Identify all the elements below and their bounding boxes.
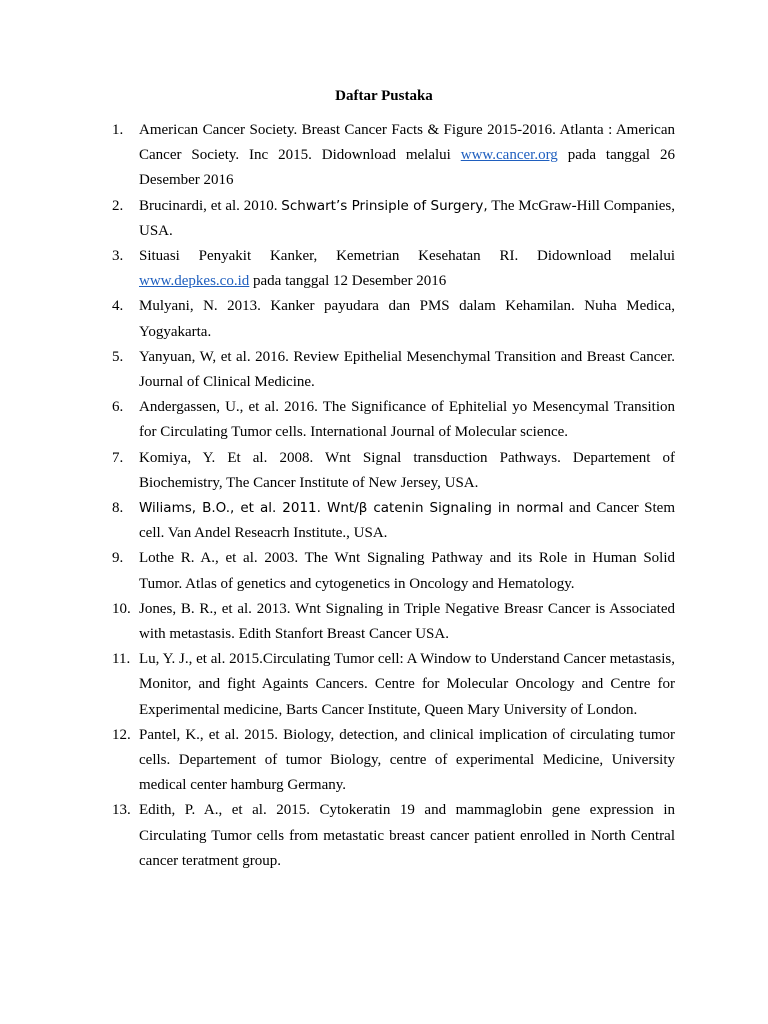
reference-text: Edith, P. A., et al. 2015. Cytokeratin 19 and mammaglobin gene expression in Circulating Tumor cells from metastatic breast cancer patient enrolled in North Central cancer teratment group. xyxy=(139,802,675,869)
reference-link-depkes[interactable]: www.depkes.co.id xyxy=(139,273,250,290)
reference-number: 4. xyxy=(112,298,124,315)
reference-item-10 xyxy=(112,597,675,647)
reference-text: American Cancer Society. Breast Cancer Facts & Figure 2015-2016. Atlanta : American Cancer Society. Inc 2015. Didownload melalui xyxy=(139,122,675,164)
reference-text: Situasi Penyakit Kanker, Kemetrian Kesehatan RI. Didownload melalui xyxy=(139,248,675,265)
reference-number: 11. xyxy=(112,651,131,668)
reference-item-1 xyxy=(112,118,675,194)
reference-item-11 xyxy=(112,647,675,723)
reference-item-6 xyxy=(112,395,675,445)
reference-list xyxy=(112,118,675,874)
reference-number: 2. xyxy=(112,197,124,214)
reference-item-13 xyxy=(112,798,675,874)
reference-item-4 xyxy=(112,294,675,344)
reference-number: 13. xyxy=(112,802,131,819)
reference-text: Pantel, K., et al. 2015. Biology, detection, and clinical implication of circulating tumor cells. Departement of tumor Biology, centre of experimental Medicine, University medical center hamburg Germany. xyxy=(139,726,675,794)
reference-item-7 xyxy=(112,446,675,496)
reference-text: Yanyuan, W, et al. 2016. Review Epithelial Mesenchymal Transition and Breast Cancer. Journal of Clinical Medicine. xyxy=(139,348,675,391)
reference-item-12 xyxy=(112,723,675,799)
reference-text: pada tanggal 26 Desember 2016 xyxy=(139,147,675,189)
reference-item-8 xyxy=(112,496,675,546)
reference-text: Jones, B. R., et al. 2013. Wnt Signaling in Triple Negative Breasr Cancer is Associated with metastasis. Edith Stanfort Breast Cancer USA. xyxy=(139,600,675,643)
reference-text: Brucinardi, et al. 2010. xyxy=(139,197,282,214)
reference-number: 7. xyxy=(112,449,124,466)
reference-text: Andergassen, U., et al. 2016. The Significance of Ephitelial yo Mesencymal Transition for Circulating Tumor cells. International Journal of Molecular science. xyxy=(139,399,675,441)
reference-text: pada tanggal 12 Desember 2016 xyxy=(249,273,447,290)
reference-text: Lothe R. A., et al. 2003. The Wnt Signaling Pathway and its Role in Human Solid Tumor. Atlas of genetics and cytogenetics in Oncology and Hematology. xyxy=(139,550,675,592)
reference-item-5 xyxy=(112,345,675,395)
reference-text: Komiya, Y. Et al. 2008. Wnt Signal transduction Pathways. Departement of Biochemistry, The Cancer Institute of New Jersey, USA. xyxy=(139,449,675,491)
reference-number: 12. xyxy=(112,726,131,743)
reference-text: Mulyani, N. 2013. Kanker payudara dan PMS dalam Kehamilan. Nuha Medica, Yogyakarta. xyxy=(139,298,675,340)
reference-text: Lu, Y. J., et al. 2015.Circulating Tumor cell: A Window to Understand Cancer metastasis, Monitor, and fight Againts Cancers. Centre for Molecular Oncology and Centre for Experimental medicine, Barts Cancer Institute, Queen Mary University of London. xyxy=(139,651,675,718)
reference-text-styled: Wiliams, B.O., et al. 2011. Wnt/β catenin Signaling in normal xyxy=(139,500,564,517)
reference-number: 3. xyxy=(112,248,124,265)
reference-number: 10. xyxy=(112,600,131,617)
page-title: Daftar Pustaka xyxy=(335,88,433,104)
reference-number: 5. xyxy=(112,348,124,365)
reference-number: 1. xyxy=(112,122,124,138)
reference-text: and Cancer Stem cell. Van Andel Reseacrh Institute., USA. xyxy=(139,500,675,542)
reference-item-2 xyxy=(112,194,675,244)
reference-text-styled: Schwart’s Prinsiple of Surgery, xyxy=(281,197,488,214)
reference-text: The McGraw-Hill Companies, USA. xyxy=(139,197,676,239)
reference-number: 6. xyxy=(112,399,124,416)
reference-link-cancer-org[interactable]: www.cancer.org xyxy=(460,147,558,164)
reference-item-3 xyxy=(112,244,675,294)
reference-number: 9. xyxy=(112,550,124,567)
reference-number: 8. xyxy=(112,500,124,517)
reference-item-9 xyxy=(112,546,675,596)
